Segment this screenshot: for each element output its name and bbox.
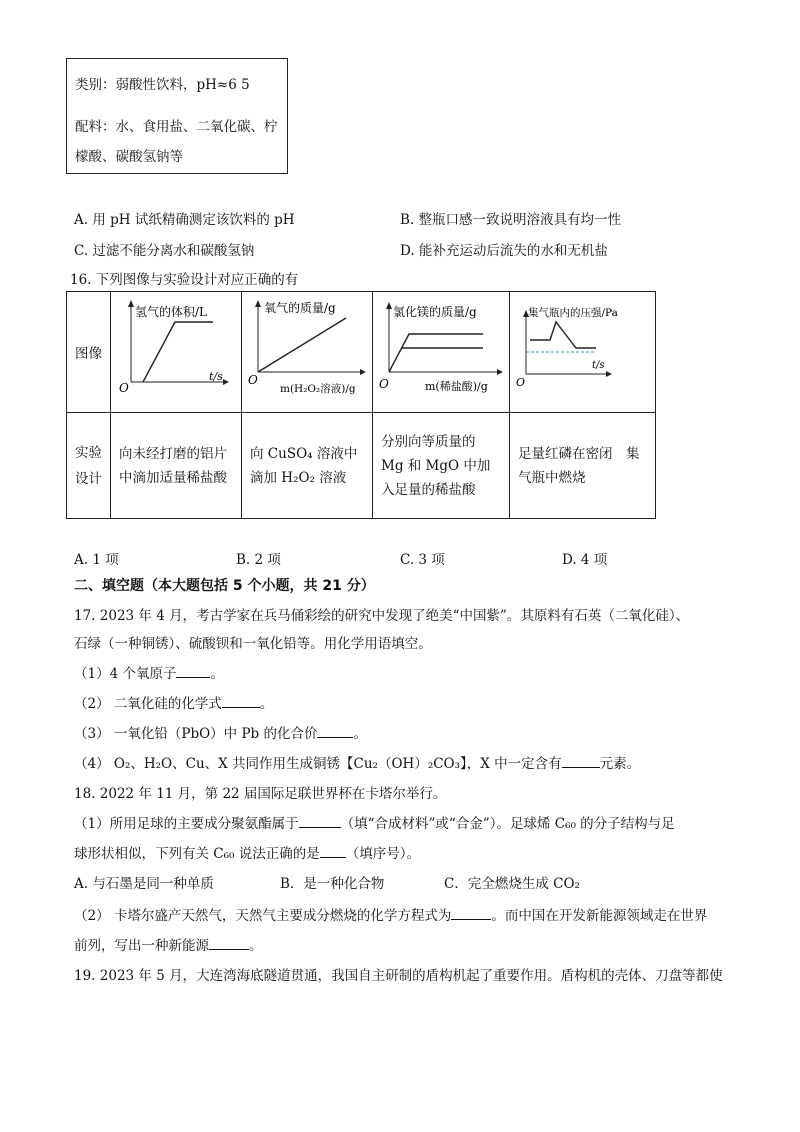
graph-4 [510, 292, 656, 408]
graph-1-xlabel: t/s [209, 370, 223, 383]
graph-4-curve [530, 322, 596, 348]
q16-option-c: C. 3 项 [400, 552, 445, 568]
design-3-cell [373, 413, 510, 519]
graph-2-curve [258, 318, 346, 372]
q17-part3-period: 。 [353, 726, 367, 742]
graph-4-xlabel: t/s [592, 360, 605, 371]
graph-1-ylabel: 氢气的体积/L [135, 305, 208, 319]
q18-part2-text: （2） 卡塔尔盛产天然气，天然气主要成分燃烧的化学方程式为 [74, 908, 452, 924]
graph-3-x-arrow [497, 369, 503, 375]
q17-part2-period: 。 [259, 696, 274, 712]
q17-part2 [74, 692, 273, 712]
row-header-design-line1: 实验 [75, 444, 102, 461]
graph-1-x-arrow [223, 379, 229, 385]
q15-option-b: B. 整瓶口感一致说明溶液具有均一性 [400, 212, 622, 228]
q17-part2-text: （2） 二氧化硅的化学式 [74, 696, 222, 712]
design-4: 足量红磷在密闭 集气瓶中燃烧 [518, 445, 640, 486]
design-4-cell [510, 413, 656, 519]
q18-stem: 18. 2022 年 11 月，第 22 届国际足联世界杯在卡塔尔举行。 [74, 786, 447, 802]
q18-option-c: C．完全燃烧生成 CO₂ [444, 876, 580, 892]
row-header-image [67, 292, 111, 413]
graph-2-origin: O [248, 373, 258, 387]
q16-stem: 16. 下列图像与实验设计对应正确的有 [70, 272, 299, 288]
q18-part1-c60-blank[interactable] [320, 846, 346, 858]
q16-option-d: D. 4 项 [562, 552, 608, 568]
q18-part1-c60-tail: （填序号）。 [345, 846, 420, 862]
q18-part2-energy-blank[interactable] [209, 938, 249, 950]
design-1: 向未经打磨的铝片中滴加适量稀盐酸 [119, 445, 227, 486]
graph-1-cell [111, 292, 242, 413]
q17-stem-line1: 17. 2023 年 4 月，考古学家在兵马俑彩绘的研究中发现了绝美“中国紫”。其原料有石英（二氧化硅）、 [74, 608, 690, 624]
design-3: 分别向等质量的 Mg 和 MgO 中加入足量的稀盐酸 [381, 433, 491, 498]
q15-option-d: D. 能补充运动后流失的水和无机盐 [400, 243, 608, 259]
graph-1-y-arrow [128, 300, 134, 307]
q17-part4-blank[interactable] [562, 756, 600, 768]
q17-part3 [74, 722, 367, 742]
graph-3 [373, 292, 510, 408]
q17-stem-line2: 石绿（一种铜锈）、硫酸钡和一氧化铅等。用化学用语填空。 [74, 636, 432, 652]
q18-part2-tail: 。而中国在开发新能源领域走在世界 [491, 908, 708, 924]
graph-3-origin: O [379, 377, 389, 391]
graph-2-xlabel: m(H₂O₂溶液)/g [280, 383, 356, 395]
q16-option-a: A. 1 项 [74, 552, 119, 568]
q17-part4-text: （4） O₂、H₂O、Cu、X 共同作用生成铜锈【Cu₂（OH）₂CO₃】，X 中一定含有 [74, 756, 562, 772]
graph-2-ylabel: 氧气的质量/g [264, 301, 336, 315]
q17-part2-blank[interactable] [222, 696, 260, 708]
row-header-design [67, 413, 111, 519]
section-heading: 二、填空题（本大题包括 5 个小题，共 21 分） [74, 578, 375, 594]
label-ingredients-line2: 檬酸、碳酸氢钠等 [75, 149, 183, 165]
q18-option-b: B．是一种化合物 [280, 876, 385, 892]
graph-3-curve-mg [389, 334, 483, 372]
design-1-cell [111, 413, 242, 519]
q17-part3-blank[interactable] [317, 726, 353, 738]
q18-option-a: A. 与石墨是同一种单质 [74, 876, 214, 892]
q17-part1 [74, 662, 224, 682]
q19-stem: 19. 2023 年 5 月，大连湾海底隧道贯通，我国自主研制的盾构机起了重要作用。盾构机的壳体、刀盘等都使 [74, 968, 723, 984]
q18-part2-line1 [74, 904, 707, 924]
graph-4-origin: O [516, 376, 526, 389]
q18-part1-blank[interactable] [299, 816, 341, 828]
q17-part1-period: 。 [210, 666, 224, 682]
label-ingredients-line1: 配料：水、食用盐、二氧化碳、柠 [75, 119, 278, 135]
q15-option-a: A. 用 pH 试纸精确测定该饮料的 pH [74, 212, 295, 228]
label-category: 类别：弱酸性饮料，pH≈6 5 [75, 77, 250, 93]
graph-1-curve [143, 322, 213, 382]
graph-3-ylabel: 氯化镁的质量/g [393, 305, 477, 319]
q18-part1-c60-text: 球形状相似，下列有关 C₆₀ 说法正确的是 [74, 846, 320, 862]
graph-4-ylabel: 集气瓶内的压强/Pa [528, 307, 618, 319]
q18-part2-energy-text: 前列，写出一种新能源 [74, 938, 209, 954]
q16-table [66, 291, 656, 519]
graph-1 [111, 292, 242, 408]
q16-option-b: B. 2 项 [236, 552, 281, 568]
graph-2-x-arrow [360, 369, 366, 375]
design-2: 向 CuSO₄ 溶液中滴加 H₂O₂ 溶液 [250, 445, 358, 486]
q18-part1-line1 [74, 812, 675, 832]
q18-part2-line2 [74, 934, 263, 954]
q15-option-c: C. 过滤不能分离水和碳酸氢钠 [74, 243, 255, 259]
design-2-cell [242, 413, 373, 519]
q18-part1-tail: （填“合成材料”或“合金”）。足球烯 C₆₀ 的分子结构与足 [340, 816, 675, 832]
graph-3-cell [373, 292, 510, 413]
graph-2-y-arrow [255, 300, 261, 307]
q18-part1-line2 [74, 842, 420, 862]
q17-part1-text: （1）4 个氧原子 [74, 666, 177, 682]
q18-part2-blank[interactable] [451, 908, 491, 920]
graph-4-x-arrow [606, 371, 612, 377]
q18-part1-text: （1）所用足球的主要成分聚氨酯属于 [74, 816, 299, 832]
q17-part4 [74, 752, 640, 772]
q18-part2-energy-tail: 。 [249, 938, 263, 954]
graph-2-cell [242, 292, 373, 413]
graph-4-cell [510, 292, 656, 413]
beverage-label-box [66, 58, 288, 174]
row-header-image-label: 图像 [75, 346, 102, 362]
graph-1-origin: O [119, 381, 129, 395]
row-header-design-line2: 设计 [75, 470, 102, 487]
graph-2 [242, 292, 373, 408]
graph-3-y-arrow [386, 302, 392, 309]
q17-part4-tail: 元素。 [599, 756, 641, 772]
q17-part1-blank[interactable] [176, 666, 210, 678]
q17-part3-text: （3） 一氧化铅（PbO）中 Pb 的化合价 [74, 726, 318, 742]
graph-3-xlabel: m(稀盐酸)/g [425, 380, 488, 393]
